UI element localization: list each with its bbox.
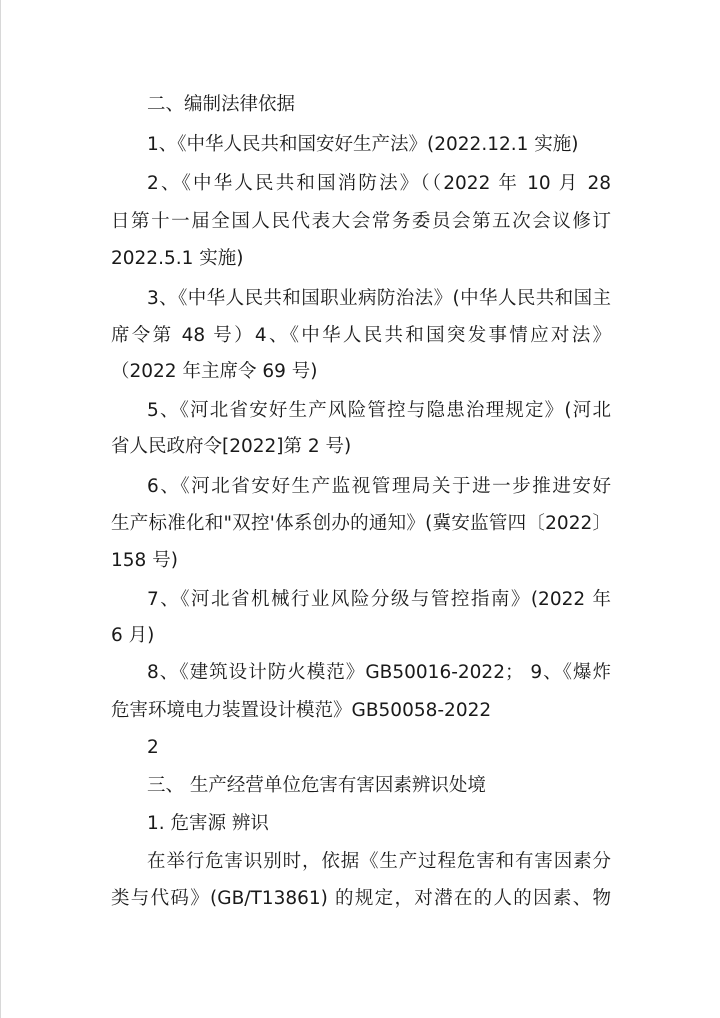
paragraph-line: 6 月) [111,625,155,646]
section-heading-legal-basis: 二、编制法律依据 [147,94,296,115]
paragraph-line: 省人民政府令[2022]第 2 号) [111,436,352,457]
paragraph-line: 158 号) [111,550,178,571]
paragraph-line: 8、《建筑设计防火模范》GB50016-2022； 9、《爆炸 [147,662,611,683]
paragraph-line: 类与代码》(GB/T13861) 的规定，对潜在的人的因素、物 [111,888,611,909]
paragraph-line: 3、《中华人民共和国职业病防治法》(中华人民共和国主 [147,288,611,309]
paragraph-line: （2022 年主席令 69 号) [111,361,318,382]
paragraph-line: 7、《河北省机械行业风险分级与管控指南》(2022 年 [147,589,611,610]
paragraph-line: 5、《河北省安好生产风险管控与隐患治理规定》(河北 [147,400,611,421]
paragraph-line: 在举行危害识别时，依据《生产过程危害和有害因素分 [147,851,611,872]
paragraph-line: 生产标准化和"双控'体系创办的通知》(冀安监管四〔2022〕 [111,513,611,534]
paragraph-line: 1、《中华人民共和国安好生产法》(2022.12.1 实施) [147,134,579,155]
section-heading-hazard-identification: 三、 生产经营单位危害有害因素辨识处境 [147,775,486,796]
page-number: 2 [147,737,159,758]
paragraph-line: 危害环境电力装置设计模范》GB50058-2022 [111,700,492,721]
paragraph-line: 2、《中华人民共和国消防法》（（2022 年 10 月 28 [147,173,611,194]
paragraph-line: 6、《河北省安好生产监视管理局关于进一步推进安好 [147,476,611,497]
paragraph-line: 日第十一届全国人民代表大会常务委员会第五次会议修订 [111,211,611,232]
subsection-heading: 1. 危害源 辨识 [147,813,269,834]
paragraph-line: 席令第 48 号）4、《中华人民共和国突发事情应对法》 [111,325,611,346]
paragraph-line: 2022.5.1 实施) [111,248,244,269]
